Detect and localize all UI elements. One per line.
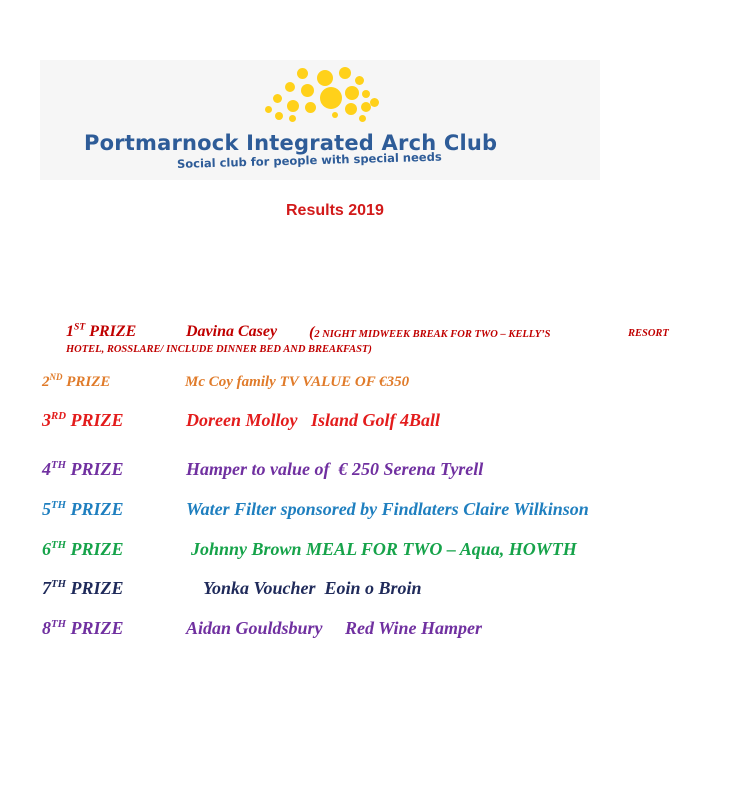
prize-detail: (2 NIGHT MIDWEEK BREAK FOR TWO – KELLY’S	[309, 324, 551, 341]
prize-row-7	[42, 578, 124, 599]
prize-number: 7	[42, 578, 51, 598]
prize-label: PRIZE	[70, 578, 124, 598]
page-title: Results 2019	[286, 202, 384, 219]
prize-row-1	[66, 323, 136, 341]
prize-row-3	[42, 410, 124, 431]
prize-row-2	[42, 374, 110, 391]
prize-suffix: TH	[51, 539, 66, 551]
prize-row-6	[42, 539, 124, 560]
prize-label: PRIZE	[70, 499, 124, 519]
prize-label: PRIZE	[70, 618, 124, 638]
prize-text: Johnny Brown MEAL FOR TWO – Aqua, HOWTH	[191, 539, 577, 559]
sun-dots-icon	[265, 60, 385, 130]
prize-suffix: TH	[51, 459, 66, 471]
prize-row-4	[42, 459, 124, 480]
prize-label: PRIZE	[70, 539, 124, 559]
prize-number: 8	[42, 618, 51, 638]
prize-suffix: TH	[51, 578, 66, 590]
prize-label: PRIZE	[70, 459, 124, 479]
prize-suffix: RD	[51, 410, 66, 422]
club-tagline: Social club for people with special needs	[176, 149, 442, 171]
prize-detail-line2: HOTEL, ROSSLARE/ INCLUDE DINNER BED AND BREAKFAST)	[66, 344, 372, 355]
prize-row-8	[42, 618, 124, 639]
prize-row-5	[42, 499, 124, 520]
prize-number: 2	[42, 374, 50, 390]
prize-number: 5	[42, 499, 51, 519]
club-name: Portmarnock Integrated Arch Club	[84, 131, 498, 155]
prize-suffix: ST	[74, 321, 86, 333]
prize-label: PRIZE	[70, 410, 124, 430]
prize-number: 3	[42, 410, 51, 430]
prize-suffix: ND	[49, 372, 63, 382]
prize-number: 6	[42, 539, 51, 559]
prize-text: Mc Coy family TV VALUE OF €350	[185, 374, 410, 390]
prize-text: Hamper to value of € 250 Serena Tyrell	[186, 459, 484, 479]
prize-text: Doreen Molloy Island Golf 4Ball	[186, 410, 441, 430]
prize-detail-resort: RESORT	[628, 328, 669, 339]
prize-text: Yonka Voucher Eoin o Broin	[203, 578, 422, 598]
prize-winner: Davina Casey	[186, 323, 278, 340]
prize-suffix: TH	[51, 618, 66, 630]
prize-text: Aidan Gouldsbury Red Wine Hamper	[186, 618, 483, 638]
prize-label: PRIZE	[89, 323, 137, 340]
prize-number: 1	[66, 323, 74, 340]
prize-suffix: TH	[51, 499, 66, 511]
prize-number: 4	[42, 459, 51, 479]
prize-text: Water Filter sponsored by Findlaters Claire Wilkinson	[186, 499, 589, 519]
prize-label: PRIZE	[66, 374, 111, 390]
